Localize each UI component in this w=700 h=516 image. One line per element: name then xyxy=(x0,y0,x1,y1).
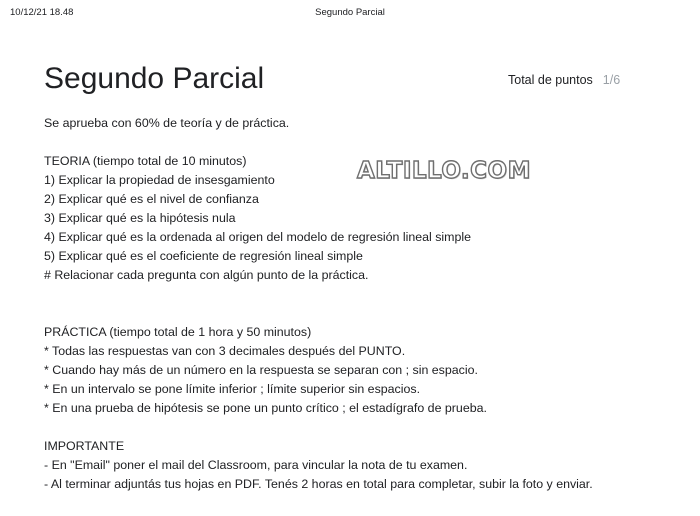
description-spacer xyxy=(44,133,684,152)
practica-rule-4: * En una prueba de hipótesis se pone un punto crítico ; el estadígrafo de prueba. xyxy=(44,401,487,415)
print-page-title: Segundo Parcial xyxy=(315,7,385,18)
teoria-note: # Relacionar cada pregunta con algún punto de la práctica. xyxy=(44,268,369,282)
description-intro: Se aprueba con 60% de teoría y de práctica. xyxy=(44,116,290,130)
altillo-watermark: ALTILLO.COM xyxy=(357,158,531,184)
teoria-heading: TEORIA (tiempo total de 10 minutos) xyxy=(44,154,247,168)
teoria-item-5: 5) Explicar qué es el coeficiente de regresión lineal simple xyxy=(44,249,363,263)
total-points-value: 1/6 xyxy=(602,73,621,87)
form-title: Segundo Parcial xyxy=(44,62,265,95)
teoria-item-3: 3) Explicar qué es la hipótesis nula xyxy=(44,211,236,225)
description-spacer xyxy=(44,285,684,304)
teoria-item-1: 1) Explicar la propiedad de insesgamiento xyxy=(44,173,275,187)
print-datetime: 10/12/21 18.48 xyxy=(10,7,74,18)
practica-rule-2: * Cuando hay más de un número en la respuesta se separan con ; sin espacio. xyxy=(44,363,478,377)
teoria-item-4: 4) Explicar qué es la ordenada al origen del modelo de regresión lineal simple xyxy=(44,230,472,244)
description-spacer xyxy=(44,304,684,323)
practica-rule-3: * En un intervalo se pone límite inferior ; límite superior sin espacios. xyxy=(44,382,421,396)
practica-rule-1: * Todas las respuestas van con 3 decimales después del PUNTO. xyxy=(44,344,406,358)
importante-item-1: - En "Email" poner el mail del Classroom, para vincular la nota de tu examen. xyxy=(44,458,468,472)
importante-heading: IMPORTANTE xyxy=(44,439,125,453)
importante-item-2: - Al terminar adjuntás tus hojas en PDF. Tenés 2 horas en total para completar, subir la foto y enviar. xyxy=(44,477,593,491)
total-points-label: Total de puntos xyxy=(508,73,593,87)
total-points xyxy=(508,73,620,87)
print-header xyxy=(10,7,690,21)
teoria-item-2: 2) Explicar qué es el nivel de confianza xyxy=(44,192,259,206)
practica-heading: PRÁCTICA (tiempo total de 1 hora y 50 minutos) xyxy=(44,325,312,339)
description-spacer xyxy=(44,418,684,437)
